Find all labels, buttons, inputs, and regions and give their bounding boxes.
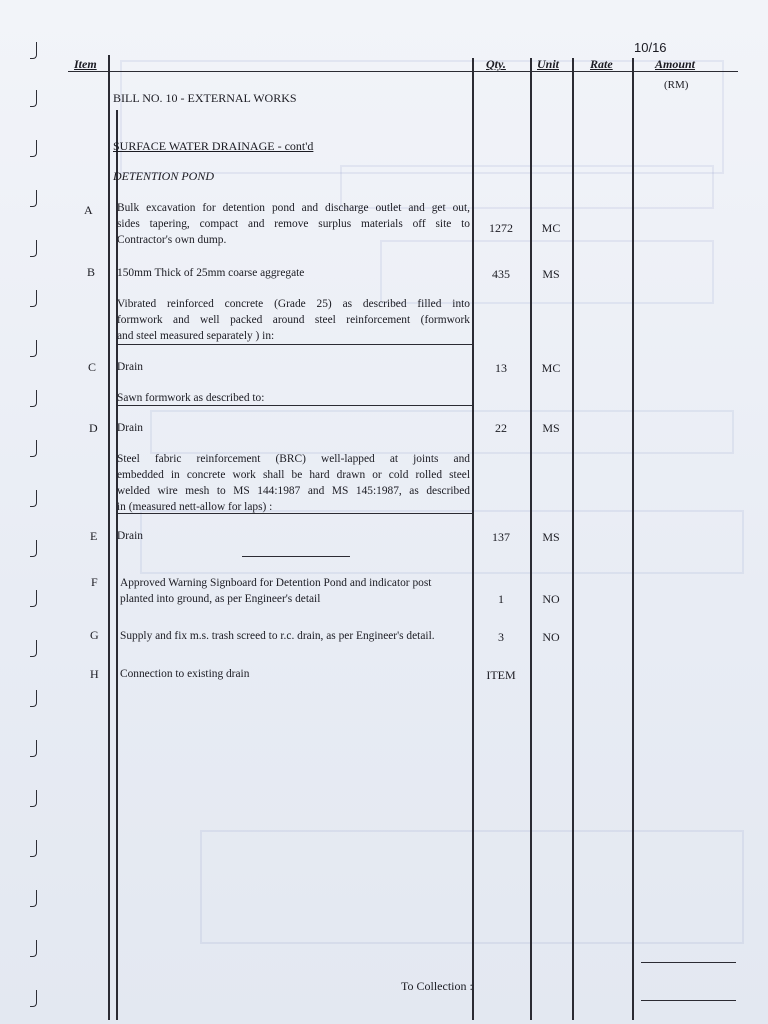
item-qty: 1 (498, 592, 504, 606)
item-description: Connection to existing drain (120, 668, 250, 680)
item-qty: 3 (498, 630, 504, 644)
item-letter: B (87, 265, 96, 279)
item-letter: H (90, 667, 99, 681)
item-letter: C (88, 360, 97, 374)
item-qty: 13 (495, 361, 507, 375)
item-unit: NO (542, 630, 560, 644)
item-description: Drain (117, 530, 143, 542)
column-header-rate: Rate (590, 57, 613, 71)
subsection-title: DETENTION POND (113, 169, 215, 183)
item-letter: G (90, 628, 99, 642)
item-unit: MS (542, 267, 560, 281)
item-letter: D (89, 421, 98, 435)
column-rule (572, 58, 574, 1020)
item-unit: MS (542, 530, 560, 544)
bill-title: BILL NO. 10 - EXTERNAL WORKS (113, 91, 297, 105)
item-qty: 1272 (489, 221, 513, 235)
item-qty: 435 (492, 267, 510, 281)
item-unit: NO (542, 592, 560, 606)
item-description: Approved Warning Signboard for Detention Pond and indicator post planted into ground, as per Engineer's detail (120, 577, 432, 605)
spec-note: Steel fabric reinforcement (BRC) well-lapped at joints and embedded in concrete work shall be hard drawn or cold rolled steel welded wire mesh to MS 144:1987 and MS 145:1987, as described in (measured nett-allow for laps) : (117, 453, 470, 513)
column-header-qty: Qty. (486, 57, 506, 71)
column-rule (632, 58, 634, 1020)
short-rule (242, 556, 350, 557)
item-letter: A (84, 203, 93, 217)
item-description: Drain (117, 361, 143, 373)
spec-note: Sawn formwork as described to: (117, 392, 265, 404)
note-rule (116, 405, 472, 406)
item-unit: MC (541, 221, 561, 235)
item-letter: F (91, 575, 98, 589)
show-through-mark (140, 510, 744, 574)
page-number: 10/16 (634, 40, 667, 55)
note-rule (116, 513, 472, 514)
spec-note: Vibrated reinforced concrete (Grade 25) as described filled into formwork and well packed around steel reinforcement (formwork and steel measured separately ) in: (117, 298, 470, 342)
item-qty: 22 (495, 421, 507, 435)
total-rule (641, 1000, 736, 1001)
item-qty: ITEM (486, 668, 516, 682)
item-description: Supply and fix m.s. trash screed to r.c. drain, as per Engineer's detail. (120, 630, 435, 642)
section-title: SURFACE WATER DRAINAGE - cont'd (113, 139, 314, 153)
item-letter: E (90, 529, 98, 543)
amount-currency: (RM) (664, 79, 689, 91)
item-qty: 137 (492, 530, 510, 544)
note-rule (116, 344, 472, 345)
show-through-mark (150, 410, 734, 454)
item-description: 150mm Thick of 25mm coarse aggregate (117, 267, 305, 279)
column-rule (108, 55, 110, 1020)
item-description: Bulk excavation for detention pond and discharge outlet and get out, sides tapering, compact and remove surplus materials off site to Contractor's own dump. (117, 202, 470, 246)
column-header-unit: Unit (537, 57, 560, 71)
total-rule (641, 962, 736, 963)
column-header-item: Item (74, 57, 97, 71)
header-rule (68, 71, 738, 72)
item-description: Drain (117, 422, 143, 434)
item-unit: MS (542, 421, 560, 435)
column-header-amount: Amount (655, 57, 696, 71)
item-unit: MC (541, 361, 561, 375)
collection-label: To Collection : (401, 979, 473, 993)
